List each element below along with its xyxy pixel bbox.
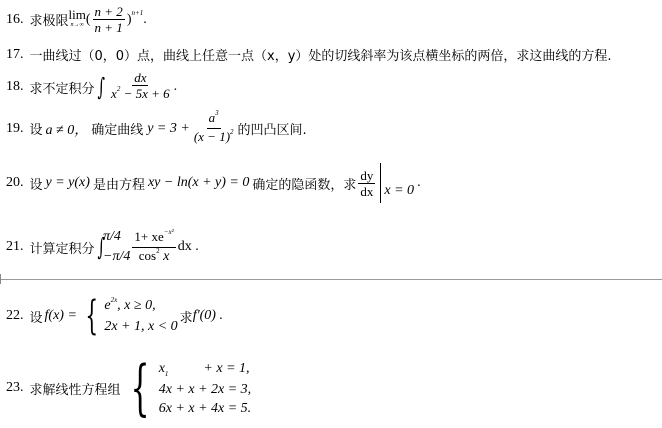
integral-with-limits: ∫ π/4 −π/4 [97, 229, 131, 264]
question-number: 17. [6, 46, 24, 62]
fraction: $\frac{1+ xe^{-x^2}}{\cos^2 x}$ [134, 227, 174, 264]
question-number: 18. [6, 79, 24, 94]
exponent: n+1 [131, 8, 144, 17]
derivative-fraction: $\frac{dy}{dx}$ [360, 167, 374, 199]
integral-sign: ∫ [97, 73, 105, 101]
question-text: 一曲线过（0，0）点，曲线上任意一点（x，y）处的切线斜率为该点横坐标的两倍，求这曲线的方程. [29, 49, 612, 64]
fraction: $\frac{n + 2}{n + 1}$ [94, 4, 123, 35]
question-number: 23. [6, 380, 24, 395]
question-text: 求极限 [29, 14, 69, 29]
section-divider [0, 279, 662, 280]
question-number: 21. [6, 239, 24, 254]
question-18: 18. 求不定积分 ∫ $\frac{dx}{x^2 - 5x + 6}$ . [6, 70, 177, 104]
fraction: $\frac{a^3}{(x - 1)^2}$ [193, 109, 234, 144]
question-number: 19. [6, 120, 24, 136]
question-number: 22. [6, 308, 24, 323]
integral-sign: ∫ [97, 233, 105, 261]
question-19: 19. 设 a ≠ 0， 确定曲线 y = 3 + $\frac{a^3}{(x - 1)^2}$ 的凹凸区间. [6, 110, 307, 147]
evaluation-bar [380, 163, 381, 203]
question-text: 求不定积分 [29, 81, 95, 97]
question-23: 23. 求解线性方程组 { $x_1$ + x = 1, 4x + x + 2x = 3, 6x + x + 4x = 5. [6, 353, 252, 423]
piecewise-cases: $e^{2x}$, x ≥ 0, 2x + 1, x < 0 [104, 296, 178, 334]
question-16: 16. 求极限 lim n→∞ ( $\frac{n + 2}{n + 1}$ ) n+1 . [6, 4, 147, 35]
question-21: 21. 计算定积分 ∫ π/4 −π/4 $\frac{1+ xe^{-x^2}}{\cos^2 x}$ dx . [6, 227, 199, 267]
question-number: 16. [6, 11, 24, 27]
question-number: 20. [6, 175, 24, 190]
left-brace: { [85, 293, 98, 339]
page-break-marker [0, 274, 4, 284]
equation-system: $x_1$ + x = 1, 4x + x + 2x = 3, 6x + x + 4x = 5. [158, 360, 252, 416]
limit-operator: lim n→∞ [68, 6, 86, 28]
left-brace: { [130, 353, 150, 423]
question-20: 20. 设 y = y(x) 是由方程 xy − ln(x + y) = 0 确定的隐函数，求 $\frac{dy}{dx}$ x = 0 . [6, 163, 421, 203]
question-17 [6, 45, 612, 64]
fraction: $\frac{dx}{x^2 - 5x + 6}$ [111, 70, 170, 101]
question-22: 22. 设 f(x) = { $e^{2x}$, x ≥ 0, 2x + 1, x < 0 求 f′(0) . [6, 293, 223, 339]
